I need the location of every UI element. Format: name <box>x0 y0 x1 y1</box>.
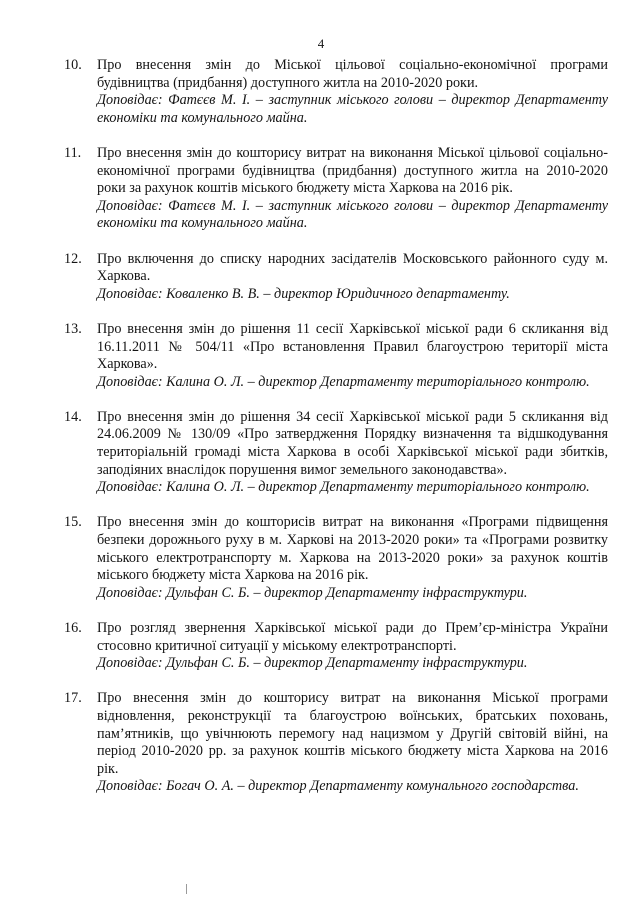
item-number: 12. <box>64 250 82 267</box>
item-reporter: Доповідає: Дульфан С. Б. – директор Департаменту інфраструктури. <box>97 584 528 601</box>
item-content <box>97 145 608 233</box>
item-reporter: Доповідає: Коваленко В. В. – директор Юридичного департаменту. <box>97 285 510 302</box>
item-reporter: Доповідає: Богач О. А. – директор Департаменту комунального господарства. <box>97 778 579 795</box>
item-reporter: Доповідає: Фатєєв М. І. – заступник міського голови – директор Департаменту економіки та комунального майна. <box>97 197 608 232</box>
item-number: 16. <box>64 620 82 636</box>
item-number: 11. <box>64 144 82 161</box>
item-reporter: Доповідає: Калина О. Л. – директор Департаменту територіального контролю. <box>97 479 590 496</box>
agenda-item-12 <box>64 251 608 304</box>
page-number: 4 <box>317 36 325 51</box>
item-content <box>97 409 608 497</box>
item-title: Про включення до списку народних засідателів Московського районного суду м. Харкова. <box>97 250 608 285</box>
item-title: Про розгляд звернення Харківської міської ради до Прем’єр-міністра України стосовно критичної ситуації у міському електротранспорті. <box>97 620 608 654</box>
item-content <box>97 690 608 796</box>
item-number: 14. <box>64 408 82 425</box>
item-number: 17. <box>64 690 82 707</box>
agenda-item-10 <box>64 57 608 127</box>
agenda-item-15 <box>64 514 608 602</box>
item-number: 10. <box>64 57 82 73</box>
item-reporter: Доповідає: Калина О. Л. – директор Департаменту територіального контролю. <box>97 373 590 390</box>
item-title: Про внесення змін до кошторисів витрат на виконання «Програми підвищення безпеки дорожнього руху в м. Харкові на 2013-2020 роки» та «Програми розвитку міського електротранспорту м. Харкова на 2013-2020 роки» за рахунок коштів міського бюджету міста Харкова на 2016 рік. <box>97 514 608 584</box>
agenda-item-16 <box>64 620 608 673</box>
item-title: Про внесення змін до рішення 34 сесії Харківської міської ради 5 скликання від 24.06.2009 № 130/09 «Про затвердження Порядку визначення та відшкодування територіальній громаді міста Харкова в особі Харківської міської ради збитків, заподіяних внаслідок порушення вимог земельного законодавства». <box>97 408 608 478</box>
item-reporter: Доповідає: Дульфан С. Б. – директор Департаменту інфраструктури. <box>97 655 528 672</box>
item-title: Про внесення змін до Міської цільової соціально-економічної програми будівництва (придбання) доступного житла на 2010-2020 роки. <box>97 57 608 91</box>
item-reporter: Доповідає: Фатєєв М. І. – заступник міського голови – директор Департаменту економіки та комунального майна. <box>97 92 608 126</box>
item-title: Про внесення змін до рішення 11 сесії Харківської міської ради 6 скликання від 16.11.2011 № 504/11 «Про встановлення Правил благоустрою території міста Харкова». <box>97 320 608 373</box>
agenda-item-11 <box>64 145 608 233</box>
agenda-item-13 <box>64 321 608 391</box>
item-number: 13. <box>64 320 82 337</box>
agenda-item-14 <box>64 409 608 497</box>
item-title: Про внесення змін до кошторису витрат на виконання Міської цільової соціально-економічної програми будівництва (придбання) доступного житла на 2010-2020 роки за рахунок коштів міського бюджету міста Харкова на 2016 рік. <box>97 144 608 197</box>
item-content <box>97 514 608 602</box>
item-number: 15. <box>64 514 82 531</box>
agenda-list <box>64 57 608 796</box>
item-content <box>97 251 608 304</box>
item-content <box>97 321 608 391</box>
item-content <box>97 620 608 673</box>
item-title: Про внесення змін до кошторису витрат на виконання Міської програми відновлення, реконструкції та благоустрою воїнських, братських поховань, пам’ятників, що увічнюють перемогу над нацизмом у Другій світовій війні, на період 2010-2020 рр. за рахунок коштів міського бюджету міста Харкова на 2016 рік. <box>97 690 608 777</box>
agenda-item-17 <box>64 690 608 796</box>
scan-mark <box>186 884 187 894</box>
item-content <box>97 57 608 127</box>
